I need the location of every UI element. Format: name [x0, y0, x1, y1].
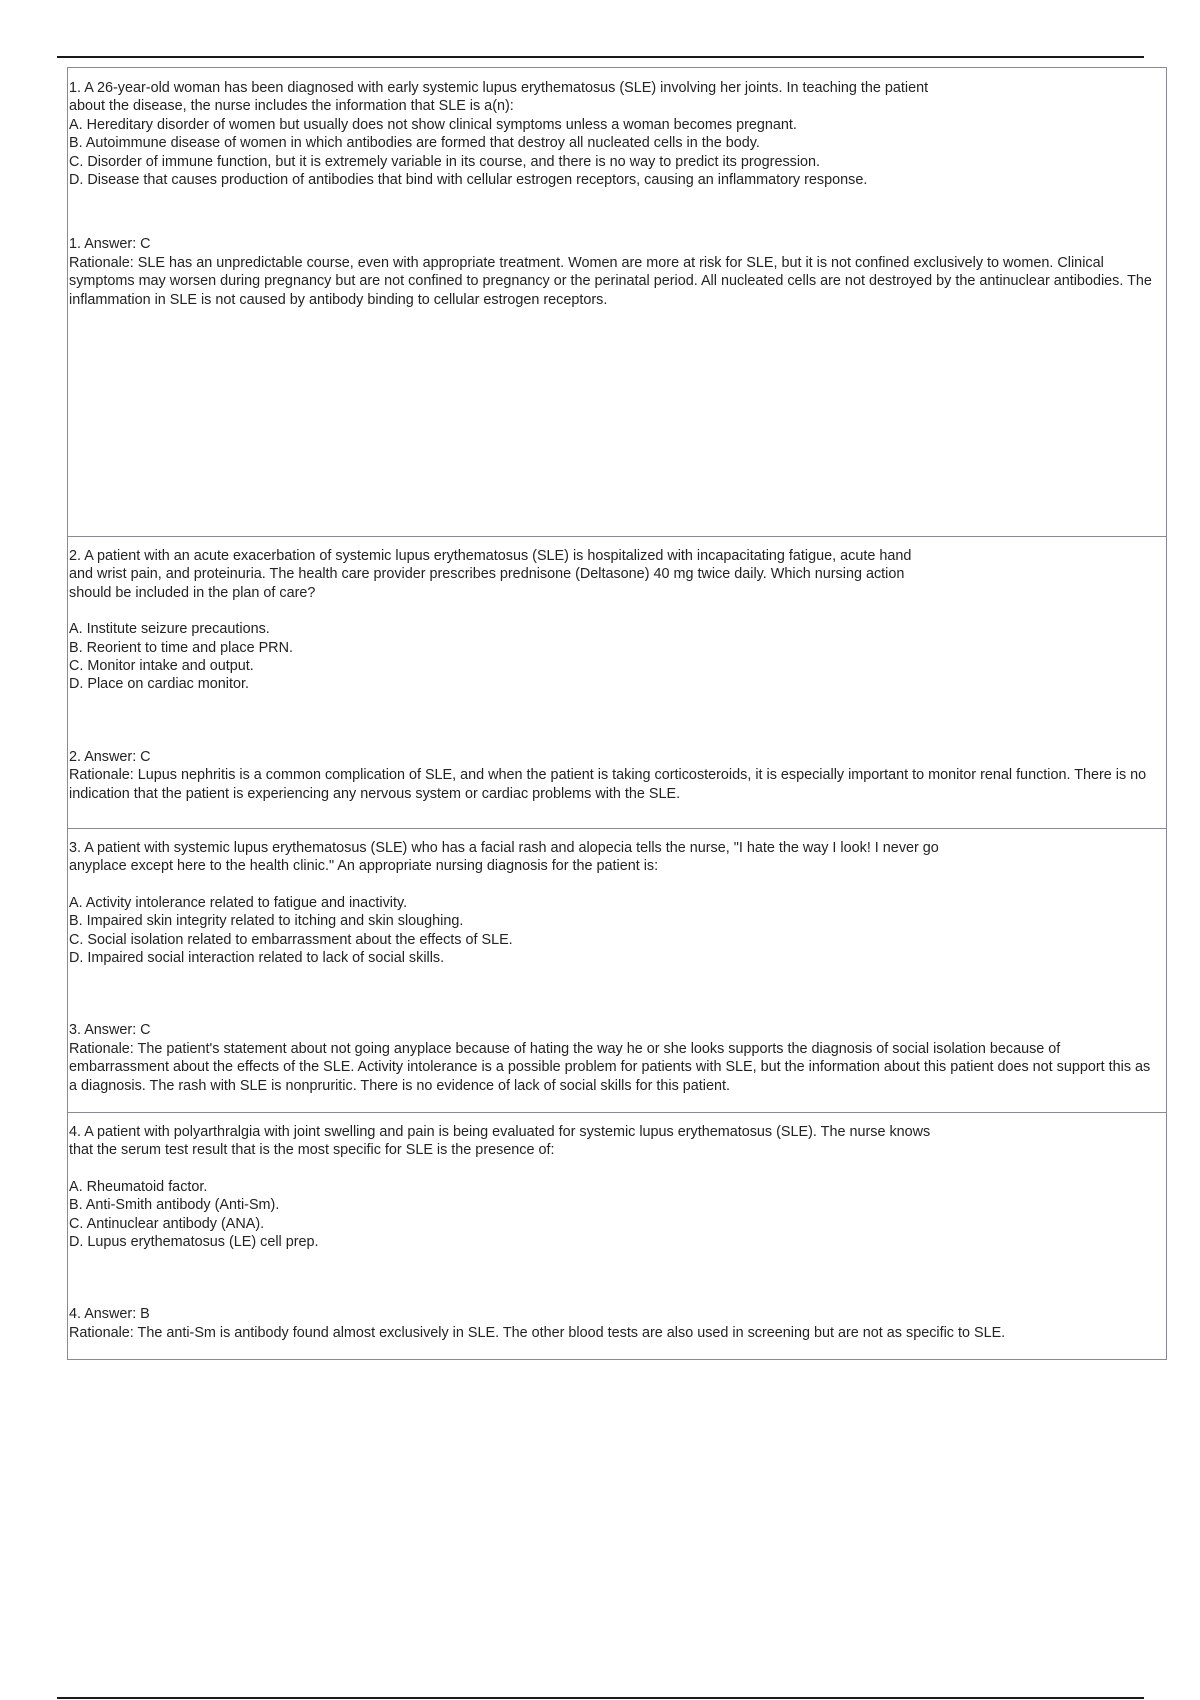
- answer-option-c: C. Monitor intake and output.: [69, 658, 254, 675]
- answer-option-a: A. Hereditary disorder of women but usually does not show clinical symptoms unless a woman becomes pregnant.: [69, 116, 797, 133]
- question-stem: 1. A 26-year-old woman has been diagnosed with early systemic lupus erythematosus (SLE) involving her joints. In teaching the patient about the disease, the nurse includes the information that SLE is a(n):: [69, 80, 929, 115]
- answer-key: 2. Answer: C: [69, 748, 151, 765]
- question-block-1: [68, 68, 1166, 536]
- question-stem: 3. A patient with systemic lupus erythematosus (SLE) who has a facial rash and alopecia tells the nurse, "I hate the way I look! I never go anyplace except here to the health clinic." An appropriate nursing diagnosis for the patient is:: [69, 840, 939, 875]
- question-block-2: [68, 536, 1166, 828]
- answer-option-b: B. Impaired skin integrity related to itching and skin sloughing.: [69, 913, 464, 930]
- answer-option-d: D. Lupus erythematosus (LE) cell prep.: [69, 1234, 319, 1251]
- rationale-text: Rationale: The anti-Sm is antibody found almost exclusively in SLE. The other blood tests are also used in screening but are not as specific to SLE.: [69, 1324, 1006, 1341]
- answer-option-d: D. Place on cardiac monitor.: [69, 676, 249, 693]
- answer-option-a: A. Activity intolerance related to fatigue and inactivity.: [69, 894, 408, 911]
- answer-option-b: B. Anti-Smith antibody (Anti-Sm).: [69, 1197, 280, 1214]
- answer-option-c: C. Social isolation related to embarrassment about the effects of SLE.: [69, 931, 513, 948]
- question-block-3: [68, 828, 1166, 1112]
- answer-key: 4. Answer: B: [69, 1306, 150, 1323]
- answer-key: 3. Answer: C: [69, 1022, 151, 1039]
- answer-option-c: C. Disorder of immune function, but it is extremely variable in its course, and there is no way to predict its progression.: [69, 153, 821, 170]
- rationale-text: Rationale: SLE has an unpredictable course, even with appropriate treatment. Women are more at risk for SLE, but it is not confined exclusively to women. Clinical symptoms may worsen during pregnancy but are not confined to pregnancy or the perinatal period. All nucleated cells are not destroyed by the antinuclear antibodies. The inflammation in SLE is not caused by antibody binding to cellular estrogen receptors.: [69, 254, 1152, 308]
- answer-option-a: A. Rheumatoid factor.: [69, 1178, 208, 1195]
- answer-option-c: C. Antinuclear antibody (ANA).: [69, 1215, 265, 1232]
- answer-option-b: B. Reorient to time and place PRN.: [69, 639, 293, 656]
- question-block-4: [68, 1112, 1166, 1359]
- question-table: [67, 67, 1167, 1360]
- top-rule: [57, 56, 1144, 58]
- answer-key: 1. Answer: C: [69, 236, 151, 253]
- rationale-text: Rationale: The patient's statement about not going anyplace because of hating the way he or she looks supports the diagnosis of social isolation because of embarrassment about the effects of the SLE. Activity intolerance is a possible problem for patients with SLE, but the information about this patient does not support this as a diagnosis. The rash with SLE is nonpruritic. There is no evidence of lack of social skills for this patient.: [69, 1040, 1151, 1094]
- answer-option-d: D. Impaired social interaction related to lack of social skills.: [69, 950, 445, 967]
- rationale-text: Rationale: Lupus nephritis is a common complication of SLE, and when the patient is taking corticosteroids, it is especially important to monitor renal function. There is no indication that the patient is experiencing any nervous system or cardiac problems with the SLE.: [69, 767, 1147, 802]
- answer-option-a: A. Institute seizure precautions.: [69, 621, 270, 638]
- bottom-rule: [57, 1697, 1144, 1699]
- question-stem: 4. A patient with polyarthralgia with joint swelling and pain is being evaluated for systemic lupus erythematosus (SLE). The nurse knows that the serum test result that is the most specific for SLE is the presence of:: [69, 1124, 931, 1159]
- answer-option-d: D. Disease that causes production of antibodies that bind with cellular estrogen receptors, causing an inflammatory response.: [69, 172, 868, 189]
- question-stem: 2. A patient with an acute exacerbation of systemic lupus erythematosus (SLE) is hospitalized with incapacitating fatigue, acute hand and wrist pain, and proteinuria. The health care provider prescribes prednisone (Deltasone) 40 mg twice daily. Which nursing action should be included in the plan of care?: [69, 548, 912, 601]
- answer-option-b: B. Autoimmune disease of women in which antibodies are formed that destroy all nucleated cells in the body.: [69, 135, 760, 152]
